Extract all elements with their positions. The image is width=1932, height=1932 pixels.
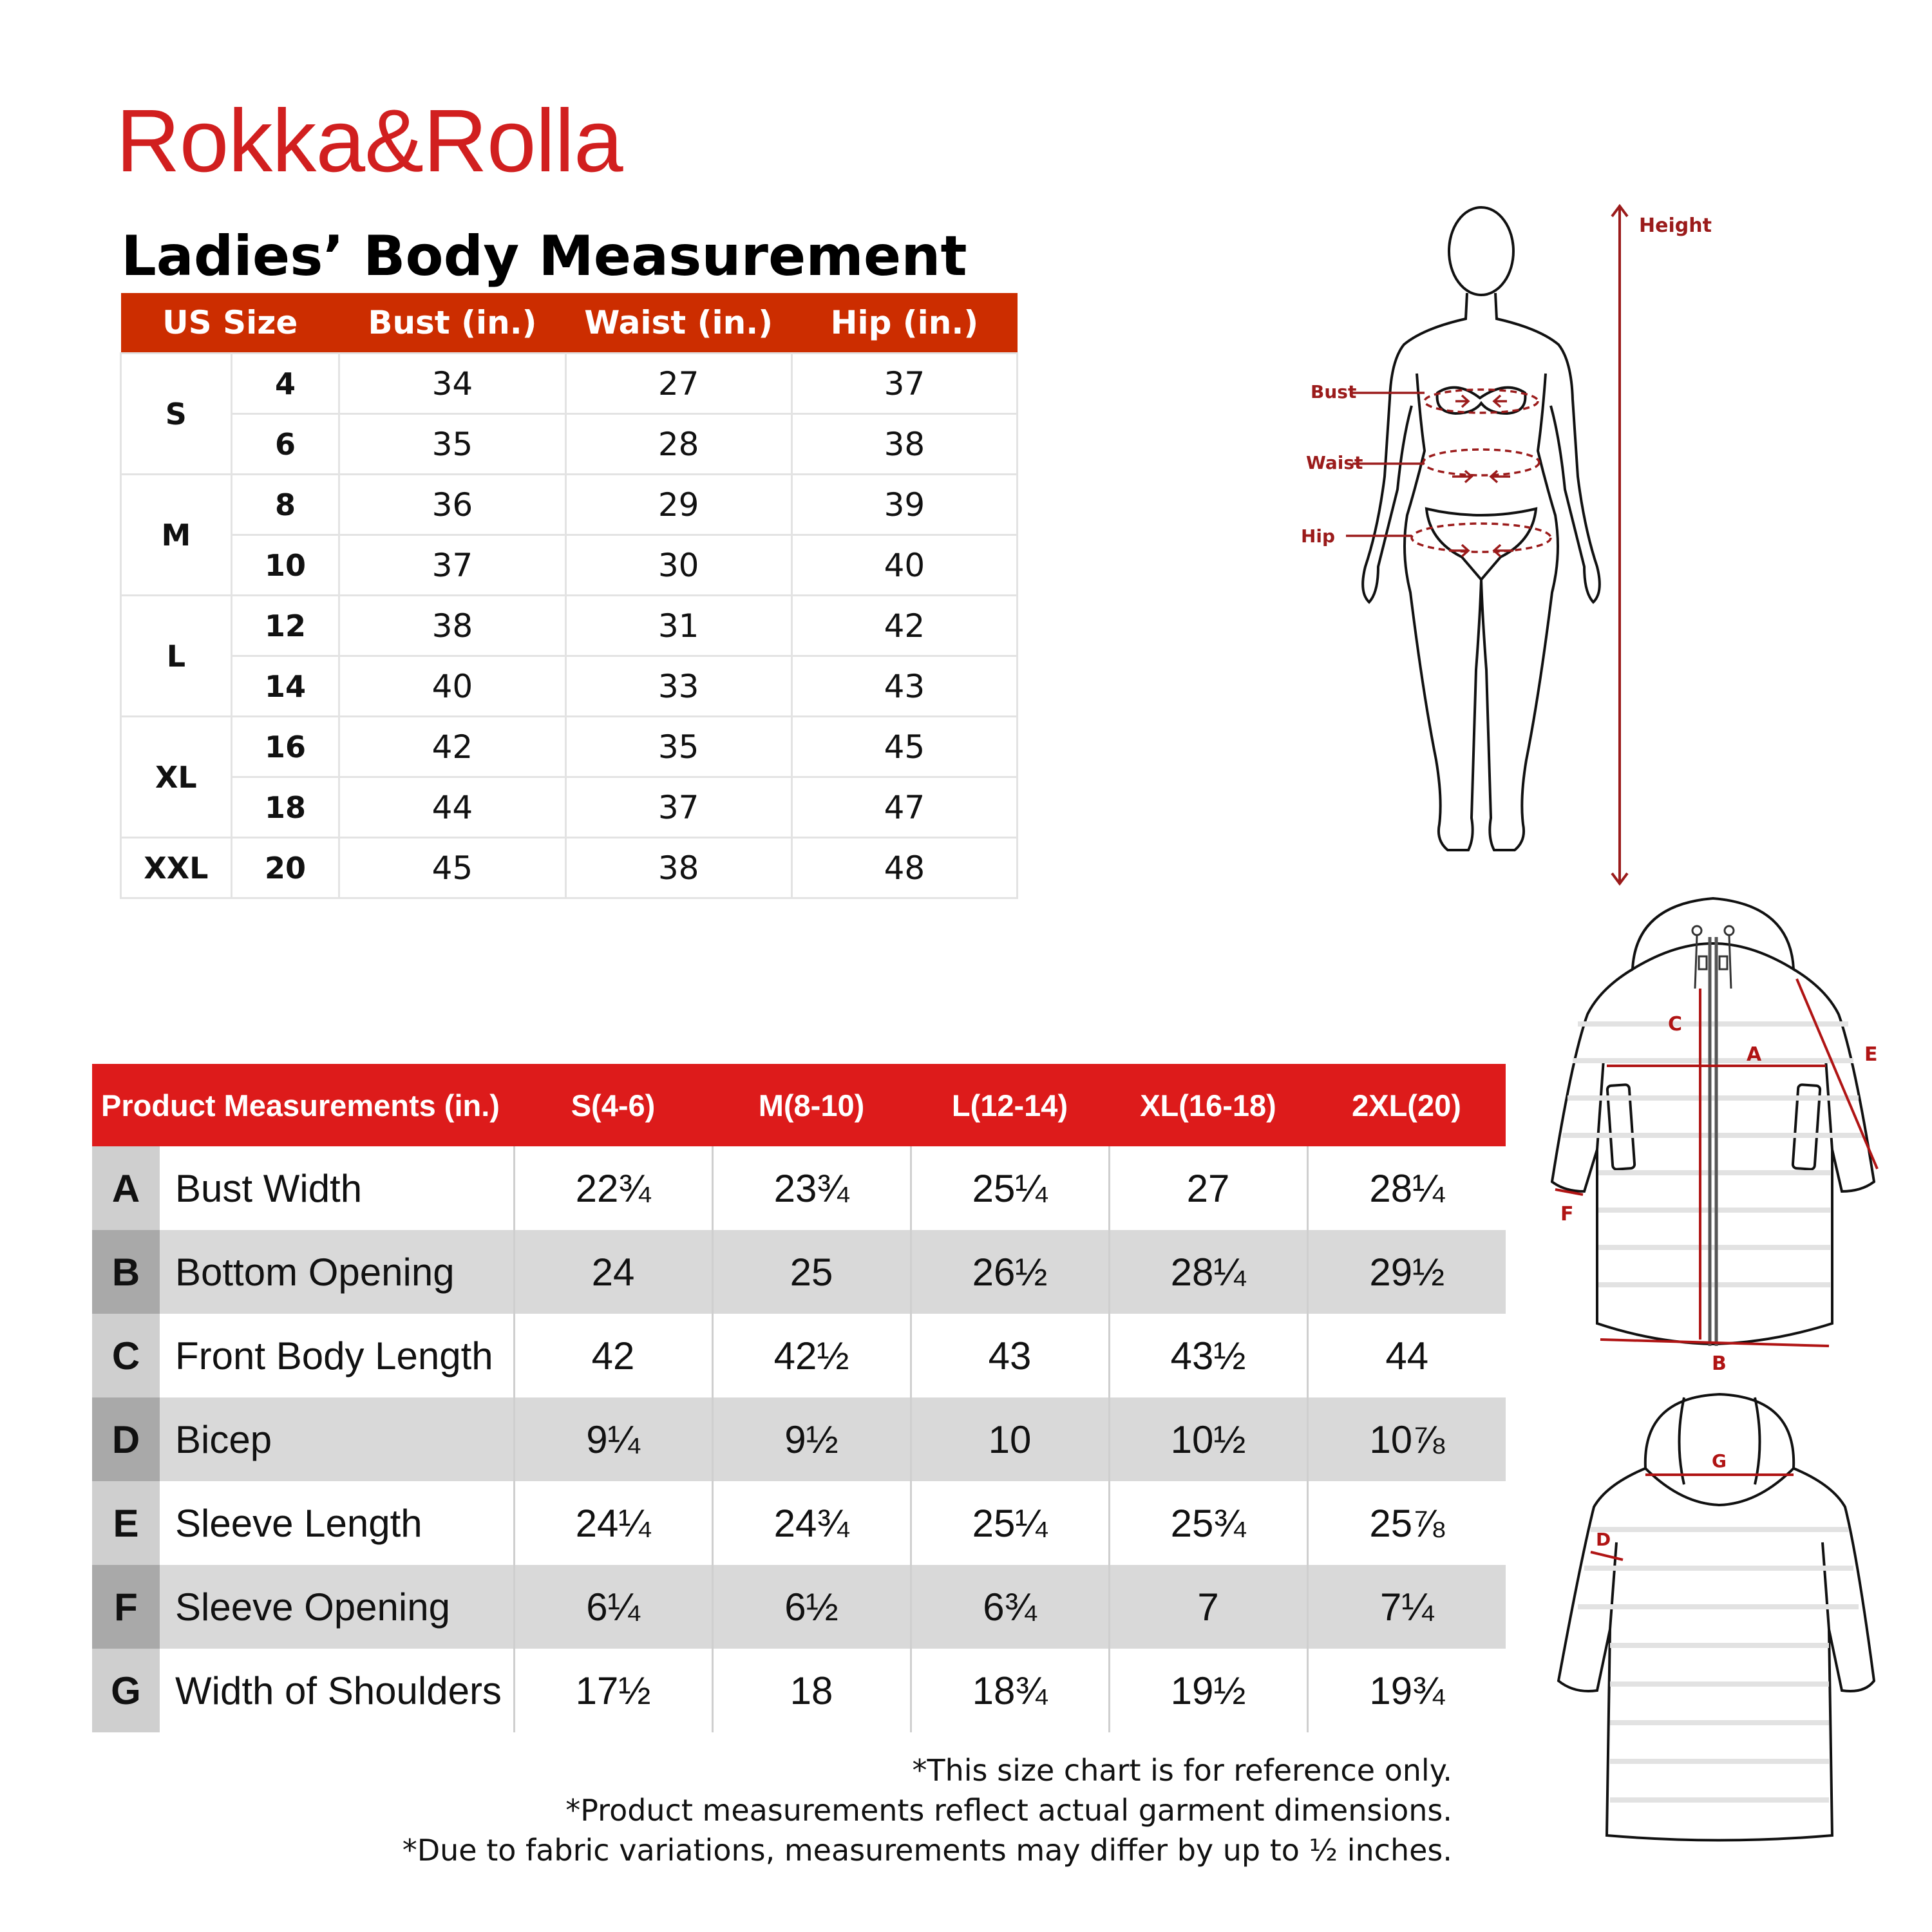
bust-cell: 45 (339, 838, 565, 898)
value-cell: 28¼ (1307, 1146, 1506, 1230)
bust-cell: 44 (339, 777, 565, 838)
header-size: XL(16-18) (1109, 1064, 1307, 1146)
header-waist: Waist (in.) (565, 293, 791, 354)
waist-cell: 37 (565, 777, 791, 838)
hip-cell: 43 (791, 656, 1017, 717)
table-row (92, 1314, 1506, 1397)
us-size-cell: 8 (231, 475, 339, 535)
bust-cell: 36 (339, 475, 565, 535)
table-row (121, 656, 1018, 717)
value-cell: 25 (712, 1230, 911, 1314)
bust-cell: 38 (339, 596, 565, 656)
value-cell: 18 (712, 1649, 911, 1732)
header-bust: Bust (in.) (339, 293, 565, 354)
value-cell: 26½ (911, 1230, 1109, 1314)
coat-back-quilting (1578, 1530, 1859, 1800)
waist-indicator (1352, 450, 1539, 482)
value-cell: 24 (514, 1230, 712, 1314)
value-cell: 7¼ (1307, 1565, 1506, 1649)
value-cell: 6¼ (514, 1565, 712, 1649)
body-measurement-table (120, 293, 1018, 899)
waist-cell: 28 (565, 414, 791, 475)
bust-cell: 37 (339, 535, 565, 596)
waist-cell: 30 (565, 535, 791, 596)
hip-cell: 40 (791, 535, 1017, 596)
row-letter: A (92, 1146, 160, 1230)
coat-label-c: C (1668, 1013, 1683, 1036)
coat-back-measure-lines (1591, 1475, 1794, 1560)
value-cell: 19½ (1109, 1649, 1307, 1732)
value-cell: 18¾ (911, 1649, 1109, 1732)
table-row (121, 535, 1018, 596)
table-row (121, 777, 1018, 838)
waist-label: Waist (1306, 452, 1363, 473)
brand-logo: Rokka&Rolla (116, 91, 623, 191)
footnote: *Due to fabric variations, measurements may differ by up to ½ inches. (402, 1833, 1452, 1868)
coat-label-a: A (1747, 1043, 1762, 1066)
row-label: Bottom Opening (160, 1230, 514, 1314)
value-cell: 6¾ (911, 1565, 1109, 1649)
bust-cell: 40 (339, 656, 565, 717)
size-group-xl: XL (121, 717, 232, 838)
body-figure-diagram (1288, 206, 1712, 889)
value-cell: 17½ (514, 1649, 712, 1732)
coat-front-quilting (1562, 1024, 1864, 1285)
us-size-cell: 20 (231, 838, 339, 898)
bust-label: Bust (1311, 381, 1357, 402)
hip-cell: 42 (791, 596, 1017, 656)
value-cell: 6½ (712, 1565, 911, 1649)
bust-indicator (1352, 390, 1538, 413)
value-cell: 23¾ (712, 1146, 911, 1230)
header-hip: Hip (in.) (791, 293, 1017, 354)
row-letter: G (92, 1649, 160, 1732)
product-table-header (92, 1064, 1506, 1146)
hip-cell: 48 (791, 838, 1017, 898)
value-cell: 7 (1109, 1565, 1307, 1649)
waist-cell: 38 (565, 838, 791, 898)
row-label: Width of Shoulders (175, 1669, 502, 1712)
row-label: Bust Width (175, 1166, 363, 1210)
value-cell: 27 (1109, 1146, 1307, 1230)
body-table-header (121, 293, 1018, 354)
value-cell: 24¼ (514, 1481, 712, 1565)
hip-cell: 47 (791, 777, 1017, 838)
value-cell: 28¼ (1109, 1230, 1307, 1314)
table-row (92, 1565, 1506, 1649)
coat-label-e: E (1864, 1043, 1878, 1066)
value-cell: 25¾ (1109, 1481, 1307, 1565)
value-cell: 10⅞ (1307, 1397, 1506, 1481)
table-row (121, 838, 1018, 898)
value-cell: 44 (1307, 1314, 1506, 1397)
coat-label-b: B (1712, 1352, 1727, 1375)
size-group-xxl: XXL (121, 838, 232, 898)
value-cell: 25¼ (911, 1146, 1109, 1230)
us-size-cell: 14 (231, 656, 339, 717)
us-size-cell: 16 (231, 717, 339, 777)
table-row (92, 1397, 1506, 1481)
table-row (121, 414, 1018, 475)
bust-cell: 34 (339, 354, 565, 414)
waist-cell: 33 (565, 656, 791, 717)
hip-cell: 39 (791, 475, 1017, 535)
row-label: Sleeve Length (175, 1501, 422, 1545)
value-cell: 29½ (1307, 1230, 1506, 1314)
value-cell: 9¼ (514, 1397, 712, 1481)
bust-cell: 42 (339, 717, 565, 777)
row-label: Sleeve Opening (160, 1565, 514, 1649)
us-size-cell: 4 (231, 354, 339, 414)
value-cell: 43 (911, 1314, 1109, 1397)
height-arrow (1612, 206, 1627, 884)
value-cell: 9½ (712, 1397, 911, 1481)
header-size: 2XL(20) (1307, 1064, 1506, 1146)
us-size-cell: 12 (231, 596, 339, 656)
row-letter: B (92, 1230, 160, 1314)
table-row (121, 354, 1018, 414)
value-cell: 19¾ (1307, 1649, 1506, 1732)
waist-cell: 29 (565, 475, 791, 535)
value-cell: 25¼ (911, 1481, 1109, 1565)
row-letter: C (92, 1314, 160, 1397)
row-letter: F (92, 1565, 160, 1649)
size-group-l: L (121, 596, 232, 717)
header-size: M(8-10) (712, 1064, 911, 1146)
header-us-size: US Size (121, 293, 339, 354)
coat-front-diagram (1539, 892, 1887, 1388)
us-size-cell: 18 (231, 777, 339, 838)
table-row (121, 475, 1018, 535)
coat-label-d: D (1596, 1529, 1611, 1550)
row-label: Bicep (160, 1397, 514, 1481)
row-letter: D (92, 1397, 160, 1481)
waist-cell: 27 (565, 354, 791, 414)
waist-cell: 35 (565, 717, 791, 777)
table-row (92, 1146, 1506, 1230)
table-row (92, 1481, 1506, 1565)
value-cell: 42½ (712, 1314, 911, 1397)
footnotes (402, 1750, 1452, 1870)
body-outline (1363, 207, 1600, 850)
coat-label-g: G (1712, 1450, 1727, 1472)
hip-cell: 38 (791, 414, 1017, 475)
value-cell: 10½ (1109, 1397, 1307, 1481)
table-row (121, 717, 1018, 777)
footnote: *This size chart is for reference only. (912, 1753, 1452, 1788)
value-cell: 22¾ (514, 1146, 712, 1230)
bust-cell: 35 (339, 414, 565, 475)
hip-cell: 37 (791, 354, 1017, 414)
coat-front-outline (1552, 898, 1874, 1344)
row-label: Front Body Length (175, 1334, 493, 1378)
size-group-m: M (121, 475, 232, 596)
value-cell: 43½ (1109, 1314, 1307, 1397)
us-size-cell: 10 (231, 535, 339, 596)
header-size: S(4-6) (514, 1064, 712, 1146)
coat-back-diagram (1546, 1391, 1887, 1848)
table-row (121, 596, 1018, 656)
us-size-cell: 6 (231, 414, 339, 475)
header-product-measurements: Product Measurements (in.) (92, 1064, 514, 1146)
footnote: *Product measurements reflect actual garment dimensions. (565, 1793, 1452, 1828)
header-size: L(12-14) (911, 1064, 1109, 1146)
hip-label: Hip (1301, 526, 1336, 547)
body-measurement-title: Ladies’ Body Measurement (121, 224, 967, 289)
value-cell: 42 (514, 1314, 712, 1397)
row-letter: E (92, 1481, 160, 1565)
value-cell: 25⅞ (1307, 1481, 1506, 1565)
hip-cell: 45 (791, 717, 1017, 777)
value-cell: 10 (911, 1397, 1109, 1481)
table-row (92, 1649, 1506, 1732)
coat-drawstrings (1692, 926, 1734, 989)
table-row (92, 1230, 1506, 1314)
value-cell: 24¾ (712, 1481, 911, 1565)
coat-label-f: F (1560, 1203, 1574, 1226)
size-group-s: S (121, 354, 232, 475)
height-label: Height (1639, 214, 1712, 237)
product-measurements-table (92, 1064, 1506, 1732)
waist-cell: 31 (565, 596, 791, 656)
